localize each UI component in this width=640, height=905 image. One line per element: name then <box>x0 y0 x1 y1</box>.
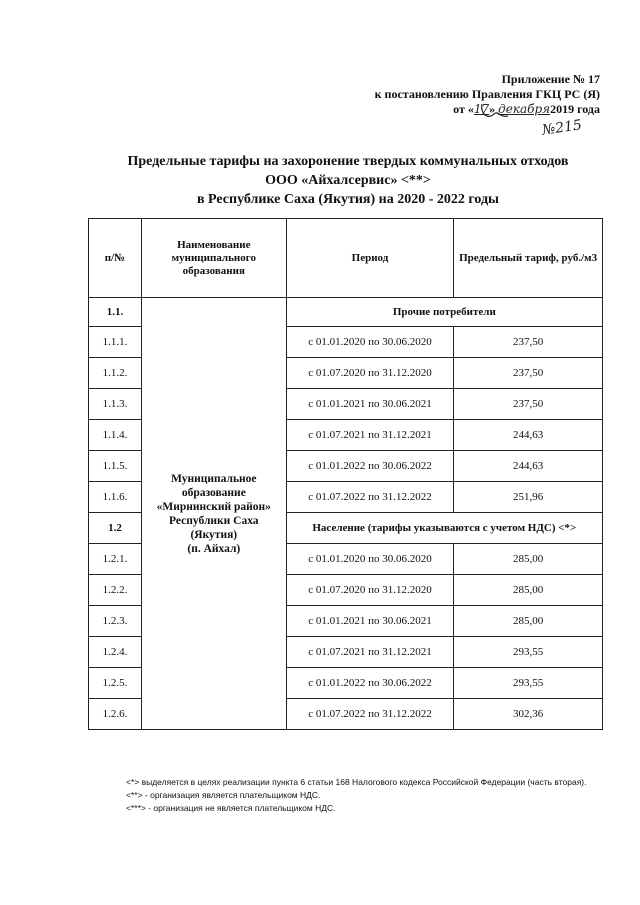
document-title <box>0 152 640 209</box>
title-line-3: в Республике Саха (Якутия) на 2020 - 2022 годы <box>196 192 499 207</box>
section-label: Население (тарифы указываются с учетом НДС) <*> <box>286 513 602 544</box>
table-row: 1.2.2. с 01.07.2020 по 31.12.2020 285,00 <box>89 575 603 606</box>
header-num: п/№ <box>89 219 142 298</box>
header-period: Период <box>286 219 454 298</box>
footnote-1: <*> выделяется в целях реализации пункта 6 статьи 168 Налогового кодекса Российской Федерации (часть вторая). <box>126 777 587 787</box>
table-row: 1.2.3. с 01.01.2021 по 30.06.2021 285,00 <box>89 606 603 637</box>
table-header-row <box>89 219 603 298</box>
handwritten-number: №215 <box>541 117 583 139</box>
title-line-1: Предельные тарифы на захоронение твердых коммунальных отходов <box>127 154 569 169</box>
table-row: 1.1.5. с 01.01.2022 по 30.06.2022 244,63 <box>89 451 603 482</box>
handwritten-month: декабря <box>498 102 551 116</box>
footnote-3: <***> - организация не является плательщиком НДС. <box>126 803 336 813</box>
appendix-date: от «17» декабря2019 года <box>453 102 600 116</box>
table-row: 1.1.1. с 01.01.2020 по 30.06.2020 237,50 <box>89 327 603 358</box>
section-num: 1.1. <box>89 298 142 327</box>
handwritten-day: 17 <box>473 102 490 116</box>
header-municipality: Наименование муниципального образования <box>141 219 286 298</box>
title-line-2: ООО «Айхалсервис» <**> <box>265 173 431 188</box>
table-row: 1.1.3. с 01.01.2021 по 30.06.2021 237,50 <box>89 389 603 420</box>
table-row: 1.2.5. с 01.01.2022 по 30.06.2022 293,55 <box>89 668 603 699</box>
signature-swirl-icon <box>478 100 512 122</box>
section-num: 1.2 <box>89 513 142 544</box>
section-row-other <box>89 298 603 327</box>
table-row: 1.1.4. с 01.07.2021 по 31.12.2021 244,63 <box>89 420 603 451</box>
appendix-title: Приложение № 17 <box>501 72 600 86</box>
table-row: 1.1.2. с 01.07.2020 по 31.12.2020 237,50 <box>89 358 603 389</box>
table-row: 1.2.4. с 01.07.2021 по 31.12.2021 293,55 <box>89 637 603 668</box>
footnotes <box>86 776 606 815</box>
table-row: 1.1.6. с 01.07.2022 по 31.12.2022 251,96 <box>89 482 603 513</box>
section-label: Прочие потребители <box>286 298 602 327</box>
header-tariff: Предельный тариф, руб./м3 <box>454 219 603 298</box>
municipality-cell: Муниципальное образование «Мирнинский район» Республики Саха (Якутия) (п. Айхал) <box>141 298 286 730</box>
table-row: 1.2.1. с 01.01.2020 по 30.06.2020 285,00 <box>89 544 603 575</box>
appendix-resolution: к постановлению Правления ГКЦ РС (Я) <box>374 87 600 101</box>
tariff-table <box>88 218 603 730</box>
footnote-2: <**> - организация является плательщиком НДС. <box>126 790 321 800</box>
table-row: 1.2.6. с 01.07.2022 по 31.12.2022 302,36 <box>89 699 603 730</box>
